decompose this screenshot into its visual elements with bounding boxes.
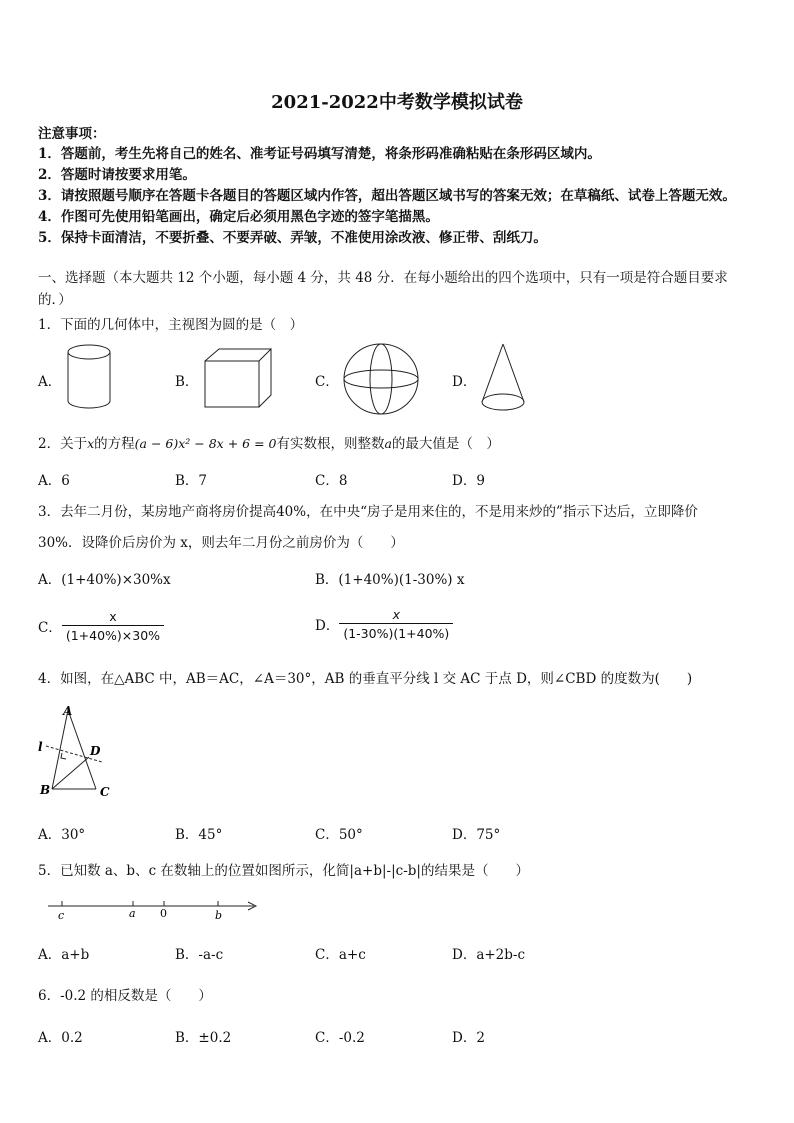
cylinder-figure [66, 343, 112, 411]
question-3-stem: 3．去年二月份，某房地产商将房价提高40%，在中央“房子是用来住的，不是用来炒的”指示下达后，立即降价 [38, 504, 698, 520]
vertex-a-label: A [63, 704, 73, 718]
fraction-denominator: (1+40%)×30% [62, 625, 164, 643]
q3-option-c-fraction [62, 609, 164, 643]
q2-stem-part: 的最大值是（ ） [391, 436, 500, 452]
q6-option-c: C．-0.2 [315, 1030, 365, 1046]
q3-option-b: B．(1+40%)(1-30%) x [315, 572, 465, 588]
notice-item: 3．请按照题号顺序在答题卡各题目的答题区域内作答，超出答题区域书写的答案无效；在草稿纸、试卷上答题无效。 [38, 188, 736, 204]
sphere-figure [342, 342, 420, 416]
q5-option-b: B．-a-c [175, 947, 224, 963]
point-d-label: D [90, 744, 101, 758]
q6-option-a: A．0.2 [38, 1030, 83, 1046]
vertex-c-label: C [100, 785, 110, 799]
axis-label-c: c [58, 909, 65, 922]
q3-option-d-label: D． [315, 618, 340, 634]
q2-option-b: B．7 [175, 473, 208, 489]
q4-option-c: C．50° [315, 827, 363, 843]
vertex-b-label: B [40, 783, 51, 797]
axis-label-a: a [129, 907, 136, 920]
notice-item: 1．答题前，考生先将自己的姓名、准考证号码填写清楚，将条形码准确粘贴在条形码区域内。 [38, 146, 601, 162]
q2-stem-part: 的方程 [94, 436, 135, 452]
fraction-denominator: (1-30%)(1+40%) [339, 623, 453, 641]
question-4-stem: 4．如图，在△ABC 中，AB＝AC，∠A＝30°，AB 的垂直平分线 l 交 AC 于点 D，则∠CBD 的度数为( ) [38, 671, 693, 687]
q6-option-b: B．±0.2 [175, 1030, 232, 1046]
q3-option-d-fraction [339, 607, 453, 641]
question-2-stem [38, 432, 500, 452]
question-1-stem: 1．下面的几何体中，主视图为圆的是（ ） [38, 317, 304, 333]
option-c-label: C． [315, 374, 339, 390]
notice-heading: 注意事项： [38, 126, 106, 142]
question-5-stem: 5．已知数 a、b、c 在数轴上的位置如图所示，化简|a+b|-|c-b|的结果是（ ） [38, 863, 529, 879]
q4-option-a: A．30° [38, 827, 86, 843]
q3-option-c [38, 609, 164, 643]
q5-option-c: C．a+c [315, 947, 366, 963]
q2-option-c: C．8 [315, 473, 348, 489]
q5-option-a: A．a+b [38, 947, 90, 963]
section-heading-cont: 的．） [38, 292, 72, 308]
notice-item: 4．作图可先使用铅笔画出，确定后必须用黑色字迹的签字笔描黑。 [38, 209, 439, 225]
option-b-label: B． [175, 374, 199, 390]
question-3-stem-cont: 30%．设降价后房价为 x，则去年二月份之前房价为（ ） [38, 535, 404, 551]
q4-option-b: B．45° [175, 827, 223, 843]
notice-item: 5．保持卡面清洁，不要折叠、不要弄破、弄皱，不准使用涂改液、修正带、刮纸刀。 [38, 230, 547, 246]
notice-item: 2．答题时请按要求用笔。 [38, 167, 196, 183]
q2-stem-part: 有实数根，则整数 [276, 436, 385, 452]
q3-option-c-label: C． [38, 620, 62, 636]
q3-option-d [315, 607, 453, 641]
fraction-numerator: x [109, 609, 117, 624]
variable-a: a [384, 436, 392, 451]
q2-option-a: A．6 [38, 473, 70, 489]
fraction-numerator: x [392, 607, 401, 622]
q2-option-d: D．9 [452, 473, 485, 489]
triangle-figure [34, 700, 120, 800]
page-title: 2021-2022中考数学模拟试卷 [271, 92, 523, 113]
variable-x: x [87, 436, 95, 451]
option-d-label: D． [452, 374, 477, 390]
line-l-label: l [38, 740, 43, 754]
number-line-figure [44, 896, 266, 924]
option-a-label: A． [38, 374, 62, 390]
equation: (a − 6)x² − 8x + 6 = 0 [134, 436, 277, 451]
cube-figure [203, 347, 273, 411]
q3-option-a: A．(1+40%)×30%x [38, 572, 171, 588]
q4-option-d: D．75° [452, 827, 501, 843]
question-6-stem: 6．-0.2 的相反数是（ ） [38, 988, 212, 1004]
cone-figure [479, 342, 527, 414]
section-heading: 一、选择题（本大题共 12 个小题，每小题 4 分，共 48 分．在每小题给出的四个选项中，只有一项是符合题目要求 [38, 270, 728, 286]
axis-label-zero: 0 [160, 907, 167, 920]
q6-option-d: D．2 [452, 1030, 485, 1046]
axis-label-b: b [215, 909, 223, 922]
q2-stem-part: 2．关于 [38, 436, 88, 452]
q5-option-d: D．a+2b-c [452, 947, 526, 963]
